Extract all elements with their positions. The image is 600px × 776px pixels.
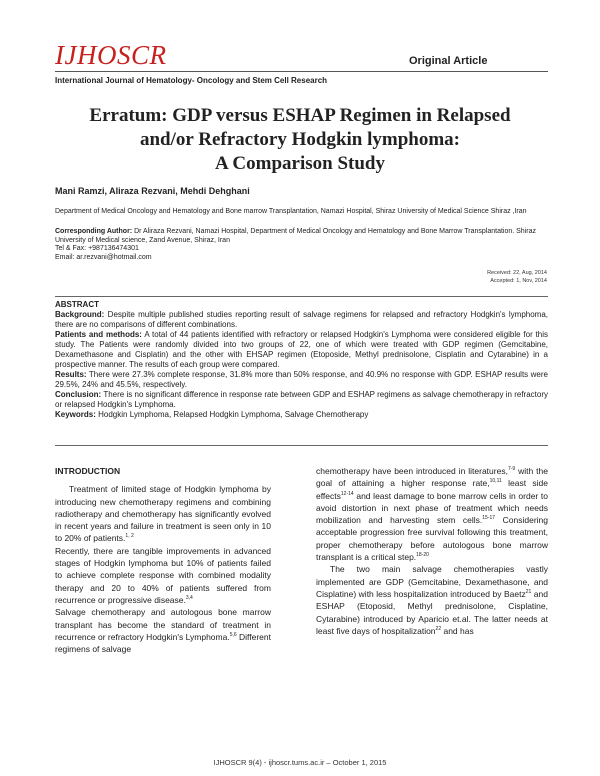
- r1c-text: least side effects: [316, 478, 548, 501]
- citation: 7-9: [507, 466, 516, 473]
- citation: 15-17: [482, 515, 496, 522]
- abstract-background: [55, 310, 548, 330]
- abstract-methods: [55, 330, 548, 370]
- received-date: Received: 22, Aug, 2014: [487, 270, 547, 276]
- keywords-text: Hodgkin Lymphoma, Relapsed Hodgkin Lymphoma, Salvage Chemotherapy: [95, 410, 369, 419]
- title-line-2: and/or Refractory Hodgkin lymphoma:: [139, 129, 460, 150]
- abstract-heading: ABSTRACT: [55, 300, 99, 309]
- header-divider: [55, 71, 548, 72]
- correspondence-label: Corresponding Author:: [55, 228, 133, 235]
- abstract-keywords: [55, 410, 548, 420]
- citation: 10,11: [489, 478, 502, 485]
- body-column-left: [55, 465, 271, 655]
- background-label: Background:: [55, 310, 105, 319]
- abstract-bottom-divider: [55, 445, 548, 446]
- conclusion-label: Conclusion:: [55, 390, 102, 399]
- dates-block: [487, 269, 547, 285]
- citation: 5,6: [229, 632, 237, 639]
- intro-p3-text: Salvage chemotherapy and autologous bone marrow transplant has become the standard of treatment in recurrence or refractory Hodgkin's Lymphoma.: [55, 607, 271, 642]
- intro-paragraph-3: [55, 606, 271, 655]
- email: Email: ar.rezvani@hotmail.com: [55, 253, 152, 261]
- abstract-top-divider: [55, 296, 548, 297]
- correspondence-block: [55, 228, 548, 262]
- journal-name: International Journal of Hematology- Oncology and Stem Cell Research: [55, 76, 328, 85]
- r2a-text: The two main salvage chemotherapies vastly implemented are GDP (Gemcitabine, Dexamethasone, and Cisplatine) with less hospitalization introduced by Baetz: [316, 564, 548, 599]
- results-label: Results:: [55, 370, 87, 379]
- article-type-label: Original Article: [409, 55, 488, 67]
- r2b-text: and ESHAP (Etoposid, Methyl prednisolone, Cisplatine, Cytarabine) introduced by Aparicio et.al. The latter needs at least five days of hospitalization: [316, 588, 548, 636]
- results-text: There were 27.3% complete response, 31.8% more than 50% response, and 40.9% no response with GDP. ESHAP results were 29.5%, 24% and 45.5%, respectively.: [55, 370, 548, 389]
- citation: 22: [435, 626, 442, 633]
- keywords-label: Keywords:: [55, 410, 96, 419]
- page-footer: IJHOSCR 9(4) - ijhoscr.tums.ac.ir – October 1, 2015: [213, 758, 387, 767]
- citation: 1, 2: [125, 533, 134, 540]
- journal-logo: IJHOSCR: [55, 40, 167, 70]
- r2c-text: and has: [441, 625, 474, 636]
- r1e-text: Considering acceptable progression free survival following this treatment, proper chemotherapy before autologous bone marrow transplant is a critical step.: [316, 515, 548, 563]
- background-text: Despite multiple published studies reporting result of salvage regimens for relapsed and refractory Hodgkin's lymphoma, there are no comparisons of different combinations.: [55, 310, 548, 329]
- intro-p1-text: Treatment of limited stage of Hodgkin lymphoma by introducing new chemotherapy regimens and combining radiotherapy and chemotherapy has significantly evolved in recent years and failure in treatment is seen only in 10 to 20% of patients.: [55, 484, 271, 544]
- right-paragraph-1: [316, 465, 548, 563]
- intro-paragraph-2: [55, 545, 271, 606]
- title-line-1: Erratum: GDP versus ESHAP Regimen in Relapsed: [89, 105, 511, 126]
- intro-paragraph-1: [55, 483, 271, 544]
- abstract-results: [55, 370, 548, 390]
- r1a-text: chemotherapy have been introduced in literatures,: [316, 466, 508, 476]
- citation: 3,4: [185, 595, 193, 602]
- citation: 21: [525, 589, 532, 596]
- intro-p2-text: Recently, there are tangible improvements in advanced stages of Hodgkin lymphoma but 10% of patients failed to achieve complete response with combined modality therapy and 20 to 40% of patients suffered from recurrence or progressive disease.: [55, 545, 271, 605]
- right-paragraph-2: [316, 563, 548, 637]
- tel-fax: Tel & Fax: +987136474301: [55, 245, 139, 252]
- abstract-section: [55, 300, 548, 420]
- r1d-text: and least damage to bone marrow cells in order to avoid distortion in next phase of treatment which needs mobilization and harvesting stem cells.: [316, 490, 548, 526]
- citation: 18-20: [416, 552, 429, 559]
- abstract-conclusion: [55, 390, 548, 410]
- citation: 12-14: [340, 490, 354, 497]
- r1b-text: with the goal of attaining a higher response rate,: [316, 466, 548, 489]
- intro-p3-continued: Different regimens of salvage: [55, 631, 271, 655]
- article-title: [40, 104, 560, 176]
- conclusion-text: There is no significant difference in response rate between GDP and ESHAP regimens as salvage chemotherapy in refractory or relapsed Hodgkin's Lymphoma.: [55, 390, 548, 409]
- correspondence-text: Dr Aliraza Rezvani, Namazi Hospital, Department of Medical Oncology and Hematology and Bone Marrow Transplantation. Shiraz University of Medical science, Zand Avenue, Shiraz, Iran: [55, 228, 536, 244]
- affiliation: Department of Medical Oncology and Hematology and Bone marrow Transplantation, Namazi Hospital, Shiraz University of Medical Science Shiraz ,Iran: [55, 208, 527, 215]
- body-column-right: [316, 465, 548, 637]
- title-line-3: A Comparison Study: [215, 153, 385, 174]
- accepted-date: Accepted: 1, Nov, 2014: [490, 278, 547, 284]
- methods-label: Patients and methods:: [55, 330, 142, 339]
- introduction-heading: INTRODUCTION: [55, 466, 121, 476]
- methods-text: A total of 44 patients identified with refractory or relapsed Hodgkin's Lymphoma were considered eligible for this study. The Patients were randomly divided into two groups of 22, one of which were treated with GDP regimen (Gemcitabine, Dexamethasone and Cisplatin) and the other with EHSAP regimen (Etoposide, Methyl prednisolone, Cisplatin and Cytarabine) in a prospective manner. The results of each group were compared.: [55, 330, 549, 369]
- author-list: Mani Ramzi, Aliraza Rezvani, Mehdi Dehghani: [55, 186, 250, 196]
